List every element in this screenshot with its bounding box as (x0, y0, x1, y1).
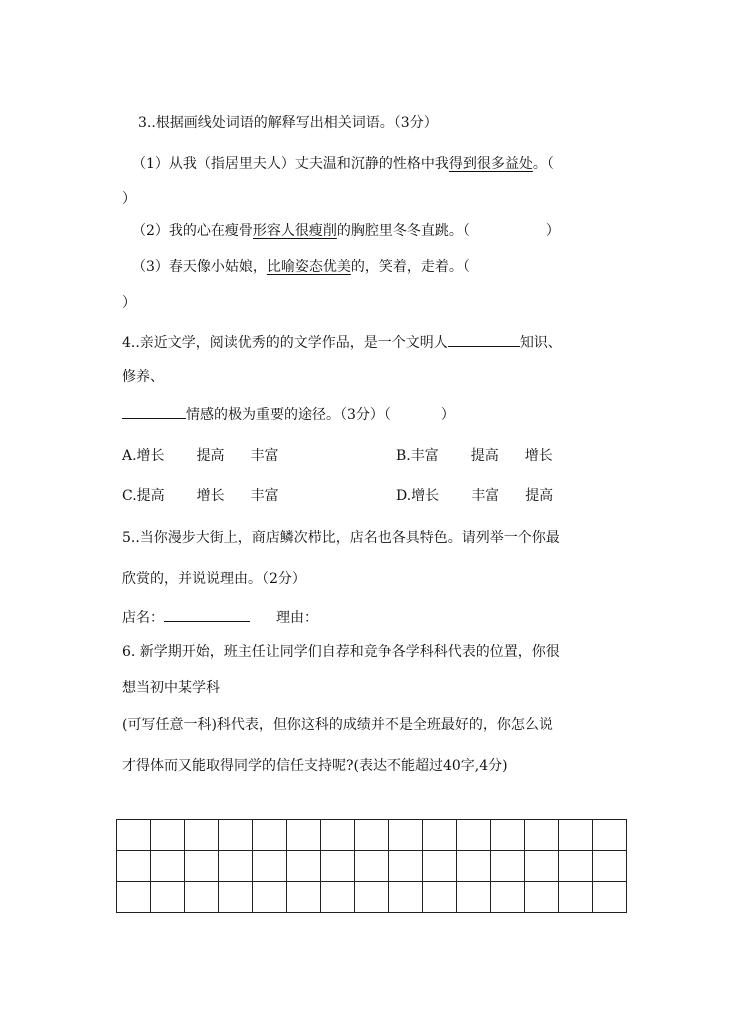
grid-cell[interactable] (253, 882, 287, 913)
grid-row (117, 882, 627, 913)
grid-row (117, 851, 627, 882)
grid-cell[interactable] (117, 882, 151, 913)
grid-cell[interactable] (185, 851, 219, 882)
grid-cell[interactable] (423, 851, 457, 882)
q3-s3-pre: （3）春天像小姑娘， (132, 259, 267, 275)
q5-name-label: 店名： (122, 610, 164, 626)
answer-grid[interactable] (116, 819, 627, 913)
q4-option-b-word-2: 提高 (470, 448, 499, 464)
grid-cell[interactable] (355, 882, 389, 913)
q4-line-3 (122, 404, 455, 424)
q4-option-c[interactable] (122, 487, 279, 505)
grid-cell[interactable] (525, 882, 559, 913)
q3-sentence-1 (132, 155, 554, 173)
grid-cell[interactable] (321, 851, 355, 882)
q5-name-blank[interactable] (164, 607, 250, 622)
grid-cell[interactable] (219, 882, 253, 913)
grid-cell[interactable] (151, 882, 185, 913)
grid-cell[interactable] (423, 820, 457, 851)
q3-s3-underlined: 比喻姿态优美 (266, 259, 351, 275)
q4-option-a[interactable] (122, 447, 279, 465)
q3-s2-underlined: 形容人很瘦削 (252, 223, 337, 239)
grid-cell[interactable] (457, 882, 491, 913)
grid-cell[interactable] (287, 882, 321, 913)
grid-cell[interactable] (151, 820, 185, 851)
q3-s3-post: 的，笑着，走着。（ (350, 259, 470, 275)
grid-cell[interactable] (219, 820, 253, 851)
grid-cell[interactable] (559, 820, 593, 851)
grid-cell[interactable] (593, 851, 627, 882)
grid-cell[interactable] (117, 820, 151, 851)
grid-cell[interactable] (321, 820, 355, 851)
q4-line1-post: 知识、 (519, 335, 562, 351)
grid-row (117, 820, 627, 851)
q3-s1-close: ） (122, 191, 136, 207)
grid-cell[interactable] (389, 820, 423, 851)
q5-line-1: 5..当你漫步大街上，商店鳞次栉比，店名也各具特色。请列举一个你最 (122, 530, 560, 546)
grid-cell[interactable] (559, 882, 593, 913)
grid-cell[interactable] (457, 851, 491, 882)
grid-cell[interactable] (389, 882, 423, 913)
q4-option-a-word-2: 提高 (196, 448, 225, 464)
q3-s1-post: 。（ (532, 156, 554, 172)
q4-line-1 (122, 332, 562, 352)
grid-cell[interactable] (287, 851, 321, 882)
q4-option-a-label: A.增长 (122, 448, 165, 464)
q4-blank-2[interactable] (122, 404, 186, 419)
grid-cell[interactable] (287, 820, 321, 851)
q4-line1-pre: 4..亲近文学，阅读优秀的的文学作品，是一个文明人 (122, 335, 448, 351)
grid-cell[interactable] (457, 820, 491, 851)
grid-cell[interactable] (219, 851, 253, 882)
grid-cell[interactable] (491, 820, 525, 851)
grid-cell[interactable] (423, 882, 457, 913)
q4-option-d[interactable] (396, 487, 553, 505)
q3-title: 3..根据画线处词语的解释写出相关词语。（3分） (138, 115, 438, 131)
grid-cell[interactable] (321, 882, 355, 913)
q4-blank-1[interactable] (448, 332, 520, 347)
q4-option-d-word-2: 丰富 (471, 488, 500, 504)
q4-option-b-word-3: 增长 (524, 448, 553, 464)
q3-s1-pre: （1）从我（指居里夫人）丈夫温和沉静的性格中我 (132, 156, 449, 172)
q4-option-c-label: C.提高 (122, 488, 165, 504)
q4-line-2: 修养、 (122, 369, 164, 385)
grid-cell[interactable] (525, 851, 559, 882)
q3-sentence-3 (132, 258, 470, 276)
q4-option-a-word-3: 丰富 (250, 448, 279, 464)
grid-cell[interactable] (491, 882, 525, 913)
grid-cell[interactable] (253, 820, 287, 851)
q4-line3-post: 情感的极为重要的途径。（3分）（ (186, 407, 391, 423)
q4-option-c-word-3: 丰富 (250, 488, 279, 504)
q3-sentence-2 (132, 222, 560, 240)
q4-option-d-word-3: 提高 (525, 488, 554, 504)
grid-cell[interactable] (525, 820, 559, 851)
q3-s2-pre: （2）我的心在瘦骨 (132, 223, 253, 239)
q4-option-b-label: B.丰富 (396, 448, 439, 464)
grid-cell[interactable] (355, 820, 389, 851)
q3-s2-close: ） (545, 223, 560, 239)
q5-reason-label: 理由： (276, 610, 318, 626)
grid-cell[interactable] (593, 820, 627, 851)
grid-cell[interactable] (355, 851, 389, 882)
q6-line-4: 才得体而又能取得同学的信任支持呢?(表达不能超过40字,4分) (122, 758, 508, 774)
q4-option-b[interactable] (396, 447, 553, 465)
q6-line-1: 6. 新学期开始，班主任让同学们自荐和竞争各学科科代表的位置，你很 (122, 644, 560, 660)
q3-s1-underlined: 得到很多益处 (448, 156, 533, 172)
q5-line-2: 欣赏的，并说说理由。（2分） (122, 571, 306, 587)
grid-cell[interactable] (253, 851, 287, 882)
q3-s3-close: ） (122, 295, 136, 311)
grid-cell[interactable] (559, 851, 593, 882)
q4-option-d-label: D.增长 (396, 488, 440, 504)
q6-line-3: (可写任意一科)科代表，但你这科的成绩并不是全班最好的，你怎么说 (122, 717, 553, 733)
q4-option-c-word-2: 增长 (196, 488, 225, 504)
q3-s2-post: 的胸腔里冬冬直跳。（ (336, 223, 470, 239)
grid-cell[interactable] (185, 882, 219, 913)
grid-cell[interactable] (185, 820, 219, 851)
grid-cell[interactable] (491, 851, 525, 882)
q5-answer-line (122, 607, 318, 627)
q6-line-2: 想当初中某学科 (122, 680, 220, 696)
answer-grid-body (117, 820, 627, 913)
q4-line3-close: ） (440, 407, 455, 423)
grid-cell[interactable] (593, 882, 627, 913)
grid-cell[interactable] (389, 851, 423, 882)
grid-cell[interactable] (151, 851, 185, 882)
grid-cell[interactable] (117, 851, 151, 882)
